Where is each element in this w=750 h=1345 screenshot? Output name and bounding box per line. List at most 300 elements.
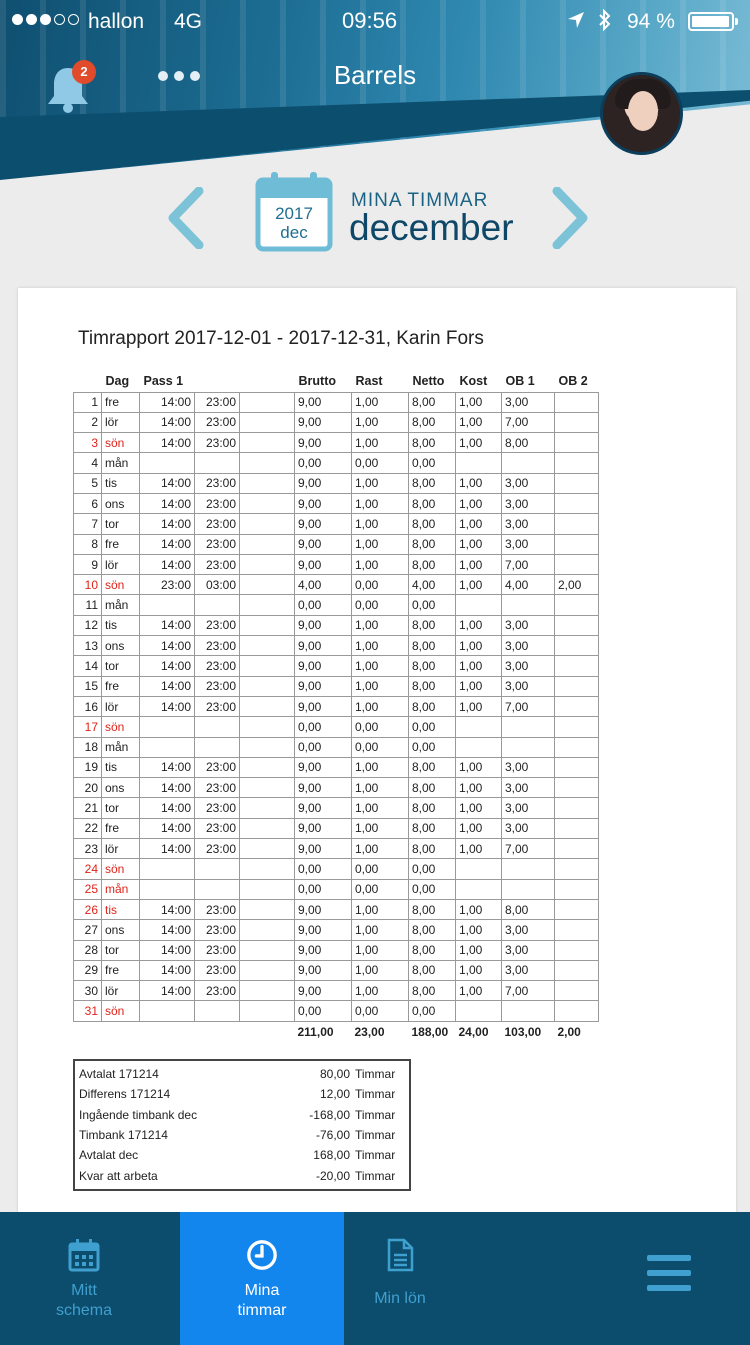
- col-spacer: [240, 371, 295, 392]
- brutto-cell: 9,00: [295, 920, 352, 940]
- day-number-cell: 23: [74, 839, 102, 859]
- spacer-cell: [240, 778, 295, 798]
- day-number-cell: 22: [74, 818, 102, 838]
- spacer-cell: [240, 575, 295, 595]
- day-number-cell: 19: [74, 757, 102, 777]
- pass-start-cell: 14:00: [140, 433, 195, 453]
- kost-cell: 1,00: [456, 514, 502, 534]
- spacer-cell: [240, 879, 295, 899]
- day-name-cell: tor: [102, 940, 140, 960]
- day-number-cell: 4: [74, 453, 102, 473]
- ob2-cell: [555, 717, 599, 737]
- pass-end-cell: 23:00: [195, 473, 240, 493]
- netto-cell: 8,00: [409, 554, 456, 574]
- brutto-cell: 9,00: [295, 473, 352, 493]
- rast-cell: 1,00: [352, 920, 409, 940]
- pass-end-cell: 23:00: [195, 899, 240, 919]
- day-number-cell: 5: [74, 473, 102, 493]
- day-number-cell: 11: [74, 595, 102, 615]
- table-row: [74, 1001, 599, 1021]
- table-row: [74, 696, 599, 716]
- total-rast-cell: 23,00: [354, 1024, 385, 1039]
- day-number-cell: 21: [74, 798, 102, 818]
- clock-icon: [246, 1238, 278, 1272]
- spacer-cell: [240, 960, 295, 980]
- spacer-cell: [240, 514, 295, 534]
- tab-bar: [0, 1212, 750, 1345]
- netto-cell: 8,00: [409, 940, 456, 960]
- ob2-cell: 2,00: [555, 575, 599, 595]
- total-ob2-cell: 2,00: [557, 1024, 581, 1039]
- hours-body: [74, 392, 599, 1042]
- previous-month-arrow-icon[interactable]: [165, 187, 205, 249]
- spacer-cell: [240, 534, 295, 554]
- day-name-cell: sön: [102, 859, 140, 879]
- total-netto-cell: 188,00: [411, 1024, 449, 1039]
- table-row: [74, 615, 599, 635]
- total-empty-cell: [102, 1021, 140, 1041]
- ob1-cell: 7,00: [502, 839, 555, 859]
- day-number-cell: 24: [74, 859, 102, 879]
- netto-cell: 0,00: [409, 717, 456, 737]
- rast-cell: 1,00: [352, 554, 409, 574]
- brutto-cell: 9,00: [295, 899, 352, 919]
- netto-cell: 8,00: [409, 534, 456, 554]
- netto-cell: 8,00: [409, 696, 456, 716]
- brutto-cell: 9,00: [295, 960, 352, 980]
- day-name-cell: ons: [102, 636, 140, 656]
- day-number-cell: 27: [74, 920, 102, 940]
- brutto-cell: 9,00: [295, 757, 352, 777]
- pass-start-cell: 14:00: [140, 981, 195, 1001]
- netto-cell: 8,00: [409, 920, 456, 940]
- day-name-cell: tis: [102, 757, 140, 777]
- pass-end-cell: 23:00: [195, 392, 240, 412]
- day-name-cell: ons: [102, 920, 140, 940]
- kost-cell: 1,00: [456, 920, 502, 940]
- pass-end-cell: 23:00: [195, 960, 240, 980]
- rast-cell: 1,00: [352, 473, 409, 493]
- kost-cell: 1,00: [456, 899, 502, 919]
- col-pass1: Pass 1: [143, 374, 184, 389]
- ob2-cell: [555, 636, 599, 656]
- rast-cell: 1,00: [352, 940, 409, 960]
- rast-cell: 1,00: [352, 757, 409, 777]
- rast-cell: 1,00: [352, 514, 409, 534]
- notification-badge: 2: [72, 60, 96, 84]
- pass-end-cell: [195, 595, 240, 615]
- netto-cell: 8,00: [409, 818, 456, 838]
- day-name-cell: fre: [102, 676, 140, 696]
- ob1-cell: 3,00: [502, 798, 555, 818]
- day-number-cell: 10: [74, 575, 102, 595]
- day-name-cell: fre: [102, 818, 140, 838]
- pass-start-cell: [140, 859, 195, 879]
- summary-value: 12,00: [319, 1087, 350, 1102]
- kost-cell: 1,00: [456, 534, 502, 554]
- brutto-cell: 4,00: [295, 575, 352, 595]
- pass-start-cell: 14:00: [140, 656, 195, 676]
- table-row: [74, 798, 599, 818]
- rast-cell: 1,00: [352, 818, 409, 838]
- pass-start-cell: 14:00: [140, 940, 195, 960]
- table-row: [74, 433, 599, 453]
- tab-label: Min lön: [374, 1290, 426, 1307]
- ob1-cell: 4,00: [502, 575, 555, 595]
- pass-start-cell: 14:00: [140, 412, 195, 432]
- brutto-cell: 0,00: [295, 717, 352, 737]
- status-bar: [0, 0, 750, 40]
- day-name-cell: lör: [102, 981, 140, 1001]
- summary-label: Avtalat 171214: [79, 1067, 159, 1082]
- rast-cell: 1,00: [352, 534, 409, 554]
- spacer-cell: [240, 818, 295, 838]
- month-navigator: [0, 165, 750, 265]
- table-row: [74, 656, 599, 676]
- summary-label: Timbank 171214: [79, 1128, 168, 1143]
- col-day-number: [74, 371, 102, 392]
- ob2-cell: [555, 757, 599, 777]
- status-time: 09:56: [342, 8, 398, 33]
- netto-cell: 8,00: [409, 473, 456, 493]
- spacer-cell: [240, 473, 295, 493]
- pass-start-cell: [140, 1001, 195, 1021]
- tab-label: Mitt schema: [55, 1282, 113, 1319]
- pass-end-cell: [195, 859, 240, 879]
- rast-cell: 1,00: [352, 778, 409, 798]
- table-row: [74, 737, 599, 757]
- time-report-document: [18, 288, 736, 1218]
- ob1-cell: 3,00: [502, 534, 555, 554]
- spacer-cell: [240, 696, 295, 716]
- table-row: [74, 392, 599, 412]
- kost-cell: [456, 879, 502, 899]
- pass-end-cell: 23:00: [195, 534, 240, 554]
- pass-start-cell: 14:00: [140, 534, 195, 554]
- table-row: [74, 473, 599, 493]
- summary-box: [73, 1059, 411, 1191]
- kost-cell: 1,00: [456, 656, 502, 676]
- brutto-cell: 0,00: [295, 1001, 352, 1021]
- pass-end-cell: 23:00: [195, 696, 240, 716]
- pass-start-cell: [140, 595, 195, 615]
- pass-end-cell: 23:00: [195, 757, 240, 777]
- day-name-cell: ons: [102, 778, 140, 798]
- ob1-cell: [502, 595, 555, 615]
- ob1-cell: 3,00: [502, 818, 555, 838]
- table-header: [74, 371, 599, 392]
- spacer-cell: [240, 798, 295, 818]
- day-number-cell: 26: [74, 899, 102, 919]
- ob1-cell: [502, 879, 555, 899]
- kost-cell: 1,00: [456, 676, 502, 696]
- ob2-cell: [555, 433, 599, 453]
- rast-cell: 1,00: [352, 839, 409, 859]
- pass-start-cell: 14:00: [140, 493, 195, 513]
- network-type: 4G: [174, 10, 203, 33]
- avatar[interactable]: [600, 72, 683, 155]
- ob2-cell: [555, 818, 599, 838]
- brutto-cell: 0,00: [295, 879, 352, 899]
- spacer-cell: [240, 757, 295, 777]
- brutto-cell: 0,00: [295, 859, 352, 879]
- spacer-cell: [240, 859, 295, 879]
- ob2-cell: [555, 899, 599, 919]
- rast-cell: 1,00: [352, 981, 409, 1001]
- netto-cell: 8,00: [409, 433, 456, 453]
- header: [0, 0, 750, 180]
- table-row: [74, 595, 599, 615]
- ob2-cell: [555, 696, 599, 716]
- kost-cell: [456, 595, 502, 615]
- table-row: [74, 920, 599, 940]
- spacer-cell: [240, 839, 295, 859]
- day-name-cell: tis: [102, 615, 140, 635]
- col-brutto: Brutto: [298, 374, 336, 389]
- tab-mina-timmar[interactable]: [180, 1212, 344, 1345]
- day-name-cell: fre: [102, 534, 140, 554]
- day-number-cell: 16: [74, 696, 102, 716]
- spacer-cell: [240, 433, 295, 453]
- netto-cell: 0,00: [409, 595, 456, 615]
- pass-start-cell: 14:00: [140, 818, 195, 838]
- table-row: [74, 757, 599, 777]
- rast-cell: 0,00: [352, 453, 409, 473]
- pass-start-cell: [140, 737, 195, 757]
- total-brutto-cell: 211,00: [297, 1024, 334, 1039]
- pass-start-cell: 23:00: [140, 575, 195, 595]
- summary-value: -168,00: [309, 1107, 350, 1122]
- pass-start-cell: 14:00: [140, 839, 195, 859]
- col-netto: Netto: [412, 374, 445, 389]
- day-number-cell: 17: [74, 717, 102, 737]
- section-label: MINA TIMMAR: [351, 190, 489, 211]
- rast-cell: 1,00: [352, 433, 409, 453]
- page-title: Barrels: [333, 60, 417, 90]
- netto-cell: 8,00: [409, 839, 456, 859]
- day-name-cell: tor: [102, 656, 140, 676]
- pass-end-cell: [195, 879, 240, 899]
- kost-cell: 1,00: [456, 798, 502, 818]
- battery-percentage: 94 %: [627, 10, 675, 33]
- ob2-cell: [555, 879, 599, 899]
- pass-start-cell: 14:00: [140, 920, 195, 940]
- pass-end-cell: [195, 1001, 240, 1021]
- summary-value: -20,00: [315, 1168, 350, 1183]
- table-row: [74, 940, 599, 960]
- kost-cell: 1,00: [456, 839, 502, 859]
- ob2-cell: [555, 473, 599, 493]
- brutto-cell: 9,00: [295, 615, 352, 635]
- pass-start-cell: 14:00: [140, 473, 195, 493]
- rast-cell: 0,00: [352, 737, 409, 757]
- table-row: [74, 818, 599, 838]
- table-row: [74, 636, 599, 656]
- summary-value: 168,00: [313, 1148, 350, 1163]
- ob1-cell: 7,00: [502, 696, 555, 716]
- brutto-cell: 9,00: [295, 818, 352, 838]
- pass-start-cell: 14:00: [140, 554, 195, 574]
- pass-end-cell: 03:00: [195, 575, 240, 595]
- table-row: [74, 575, 599, 595]
- day-name-cell: mån: [102, 879, 140, 899]
- ob2-cell: [555, 940, 599, 960]
- col-kost: Kost: [459, 374, 488, 389]
- pass-start-cell: 14:00: [140, 778, 195, 798]
- spacer-cell: [240, 453, 295, 473]
- day-name-cell: tis: [102, 899, 140, 919]
- netto-cell: 8,00: [409, 392, 456, 412]
- brutto-cell: 9,00: [295, 940, 352, 960]
- calendar-month: dec: [280, 223, 308, 242]
- spacer-cell: [240, 656, 295, 676]
- brutto-cell: 9,00: [295, 696, 352, 716]
- col-dag: Dag: [105, 374, 130, 389]
- summary-row: [75, 1105, 409, 1125]
- ob1-cell: 7,00: [502, 981, 555, 1001]
- summary-label: Avtalat dec: [79, 1148, 139, 1163]
- pass-end-cell: 23:00: [195, 412, 240, 432]
- netto-cell: 8,00: [409, 981, 456, 1001]
- day-name-cell: mån: [102, 595, 140, 615]
- pass-start-cell: [140, 717, 195, 737]
- day-number-cell: 20: [74, 778, 102, 798]
- day-number-cell: 9: [74, 554, 102, 574]
- rast-cell: 1,00: [352, 798, 409, 818]
- tab-mitt-schema[interactable]: [0, 1212, 168, 1345]
- kost-cell: 1,00: [456, 960, 502, 980]
- day-name-cell: sön: [102, 433, 140, 453]
- tab-min-lon[interactable]: [344, 1212, 456, 1345]
- brutto-cell: 0,00: [295, 737, 352, 757]
- netto-cell: 8,00: [409, 798, 456, 818]
- kost-cell: 1,00: [456, 818, 502, 838]
- netto-cell: 8,00: [409, 412, 456, 432]
- ob1-cell: 3,00: [502, 960, 555, 980]
- day-number-cell: 15: [74, 676, 102, 696]
- spacer-cell: [240, 636, 295, 656]
- ob2-cell: [555, 737, 599, 757]
- kost-cell: 1,00: [456, 412, 502, 432]
- next-month-arrow-icon[interactable]: [551, 187, 591, 249]
- kost-cell: 1,00: [456, 433, 502, 453]
- rast-cell: 0,00: [352, 595, 409, 615]
- ob1-cell: 3,00: [502, 493, 555, 513]
- ob2-cell: [555, 960, 599, 980]
- total-kost-cell: 24,00: [458, 1024, 489, 1039]
- spacer-cell: [240, 615, 295, 635]
- pass-start-cell: 14:00: [140, 514, 195, 534]
- day-name-cell: tor: [102, 514, 140, 534]
- battery-cap: [735, 18, 738, 25]
- kost-cell: 1,00: [456, 473, 502, 493]
- day-number-cell: 2: [74, 412, 102, 432]
- ob1-cell: 3,00: [502, 514, 555, 534]
- brutto-cell: 9,00: [295, 412, 352, 432]
- day-number-cell: 13: [74, 636, 102, 656]
- netto-cell: 0,00: [409, 859, 456, 879]
- rast-cell: 1,00: [352, 493, 409, 513]
- calendar-icon: [68, 1238, 100, 1272]
- ob2-cell: [555, 453, 599, 473]
- ob1-cell: [502, 453, 555, 473]
- bluetooth-icon: [598, 9, 612, 31]
- table-row: [74, 676, 599, 696]
- ob2-cell: [555, 1001, 599, 1021]
- day-name-cell: mån: [102, 737, 140, 757]
- col-ob1: OB 1: [505, 374, 535, 389]
- ob1-cell: [502, 859, 555, 879]
- summary-row: [75, 1125, 409, 1145]
- total-empty-cell: [195, 1021, 240, 1041]
- rast-cell: 1,00: [352, 960, 409, 980]
- brutto-cell: 9,00: [295, 433, 352, 453]
- day-name-cell: mån: [102, 453, 140, 473]
- kost-cell: [456, 453, 502, 473]
- brutto-cell: 9,00: [295, 636, 352, 656]
- ob2-cell: [555, 981, 599, 1001]
- netto-cell: 8,00: [409, 757, 456, 777]
- spacer-cell: [240, 676, 295, 696]
- signal-strength-icon: [12, 14, 79, 25]
- ob1-cell: [502, 737, 555, 757]
- summary-label: Differens 171214: [79, 1087, 171, 1102]
- spacer-cell: [240, 493, 295, 513]
- netto-cell: 8,00: [409, 899, 456, 919]
- brutto-cell: 9,00: [295, 798, 352, 818]
- pass-end-cell: 23:00: [195, 981, 240, 1001]
- pass-end-cell: 23:00: [195, 798, 240, 818]
- summary-unit: Timmar: [355, 1148, 396, 1163]
- pass-end-cell: 23:00: [195, 940, 240, 960]
- total-empty-cell: [140, 1021, 195, 1041]
- more-options-icon[interactable]: [158, 71, 200, 81]
- table-row: [74, 412, 599, 432]
- summary-row: [75, 1064, 409, 1084]
- brutto-cell: 9,00: [295, 534, 352, 554]
- calendar-year: 2017: [275, 204, 313, 223]
- day-name-cell: lör: [102, 412, 140, 432]
- ob2-cell: [555, 859, 599, 879]
- netto-cell: 8,00: [409, 676, 456, 696]
- ob2-cell: [555, 554, 599, 574]
- rast-cell: 1,00: [352, 676, 409, 696]
- hamburger-menu-icon[interactable]: [645, 1253, 693, 1293]
- brutto-cell: 0,00: [295, 595, 352, 615]
- summary-unit: Timmar: [355, 1087, 396, 1102]
- total-empty-cell: [74, 1021, 102, 1041]
- ob1-cell: 8,00: [502, 433, 555, 453]
- rast-cell: 0,00: [352, 575, 409, 595]
- day-number-cell: 8: [74, 534, 102, 554]
- summary-label: Kvar att arbeta: [79, 1168, 158, 1183]
- table-row: [74, 859, 599, 879]
- summary-row: [75, 1165, 409, 1185]
- spacer-cell: [240, 1001, 295, 1021]
- ob1-cell: [502, 1001, 555, 1021]
- ob1-cell: [502, 717, 555, 737]
- ob1-cell: 3,00: [502, 676, 555, 696]
- summary-unit: Timmar: [355, 1168, 396, 1183]
- day-number-cell: 6: [74, 493, 102, 513]
- location-arrow-icon: [566, 10, 586, 30]
- summary-row: [75, 1145, 409, 1165]
- ob1-cell: 3,00: [502, 656, 555, 676]
- rast-cell: 0,00: [352, 717, 409, 737]
- kost-cell: 1,00: [456, 493, 502, 513]
- spacer-cell: [240, 920, 295, 940]
- spacer-cell: [240, 899, 295, 919]
